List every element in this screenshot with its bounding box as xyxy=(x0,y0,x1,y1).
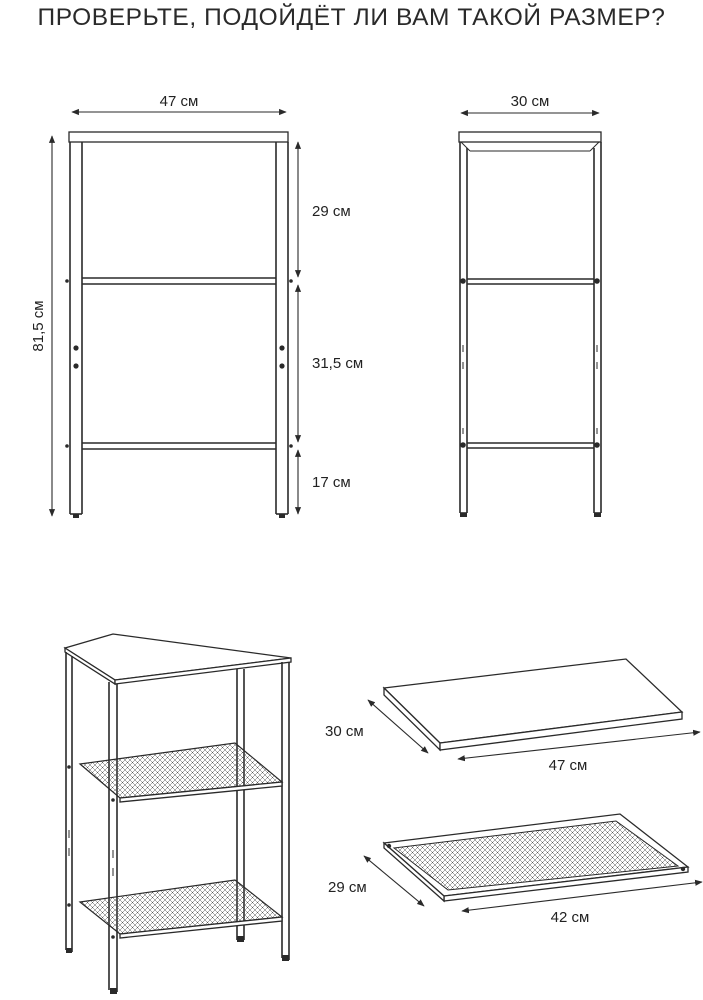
board-depth-label: 30 см xyxy=(325,723,364,740)
shelf-width-label: 42 см xyxy=(550,909,590,926)
shelf-depth-label: 29 см xyxy=(328,879,367,896)
section-top-label: 29 см xyxy=(312,203,351,220)
front-width-label: 47 см xyxy=(159,93,199,110)
shelving-unit-perspective xyxy=(65,634,291,994)
top-board-panel xyxy=(384,659,682,750)
shelving-unit-front-view xyxy=(65,132,293,518)
section-middle-label: 31,5 см xyxy=(312,355,364,372)
page-title: ПРОВЕРЬТЕ, ПОДОЙДЁТ ЛИ ВАМ ТАКОЙ РАЗМЕР? xyxy=(37,4,666,31)
section-bottom-label: 17 см xyxy=(312,474,351,491)
side-depth-label: 30 см xyxy=(510,93,550,110)
mesh-shelf-panel xyxy=(384,814,688,901)
front-height-label: 81,5 см xyxy=(30,300,47,352)
shelving-unit-side-view xyxy=(459,132,601,517)
board-width-label: 47 см xyxy=(548,757,588,774)
